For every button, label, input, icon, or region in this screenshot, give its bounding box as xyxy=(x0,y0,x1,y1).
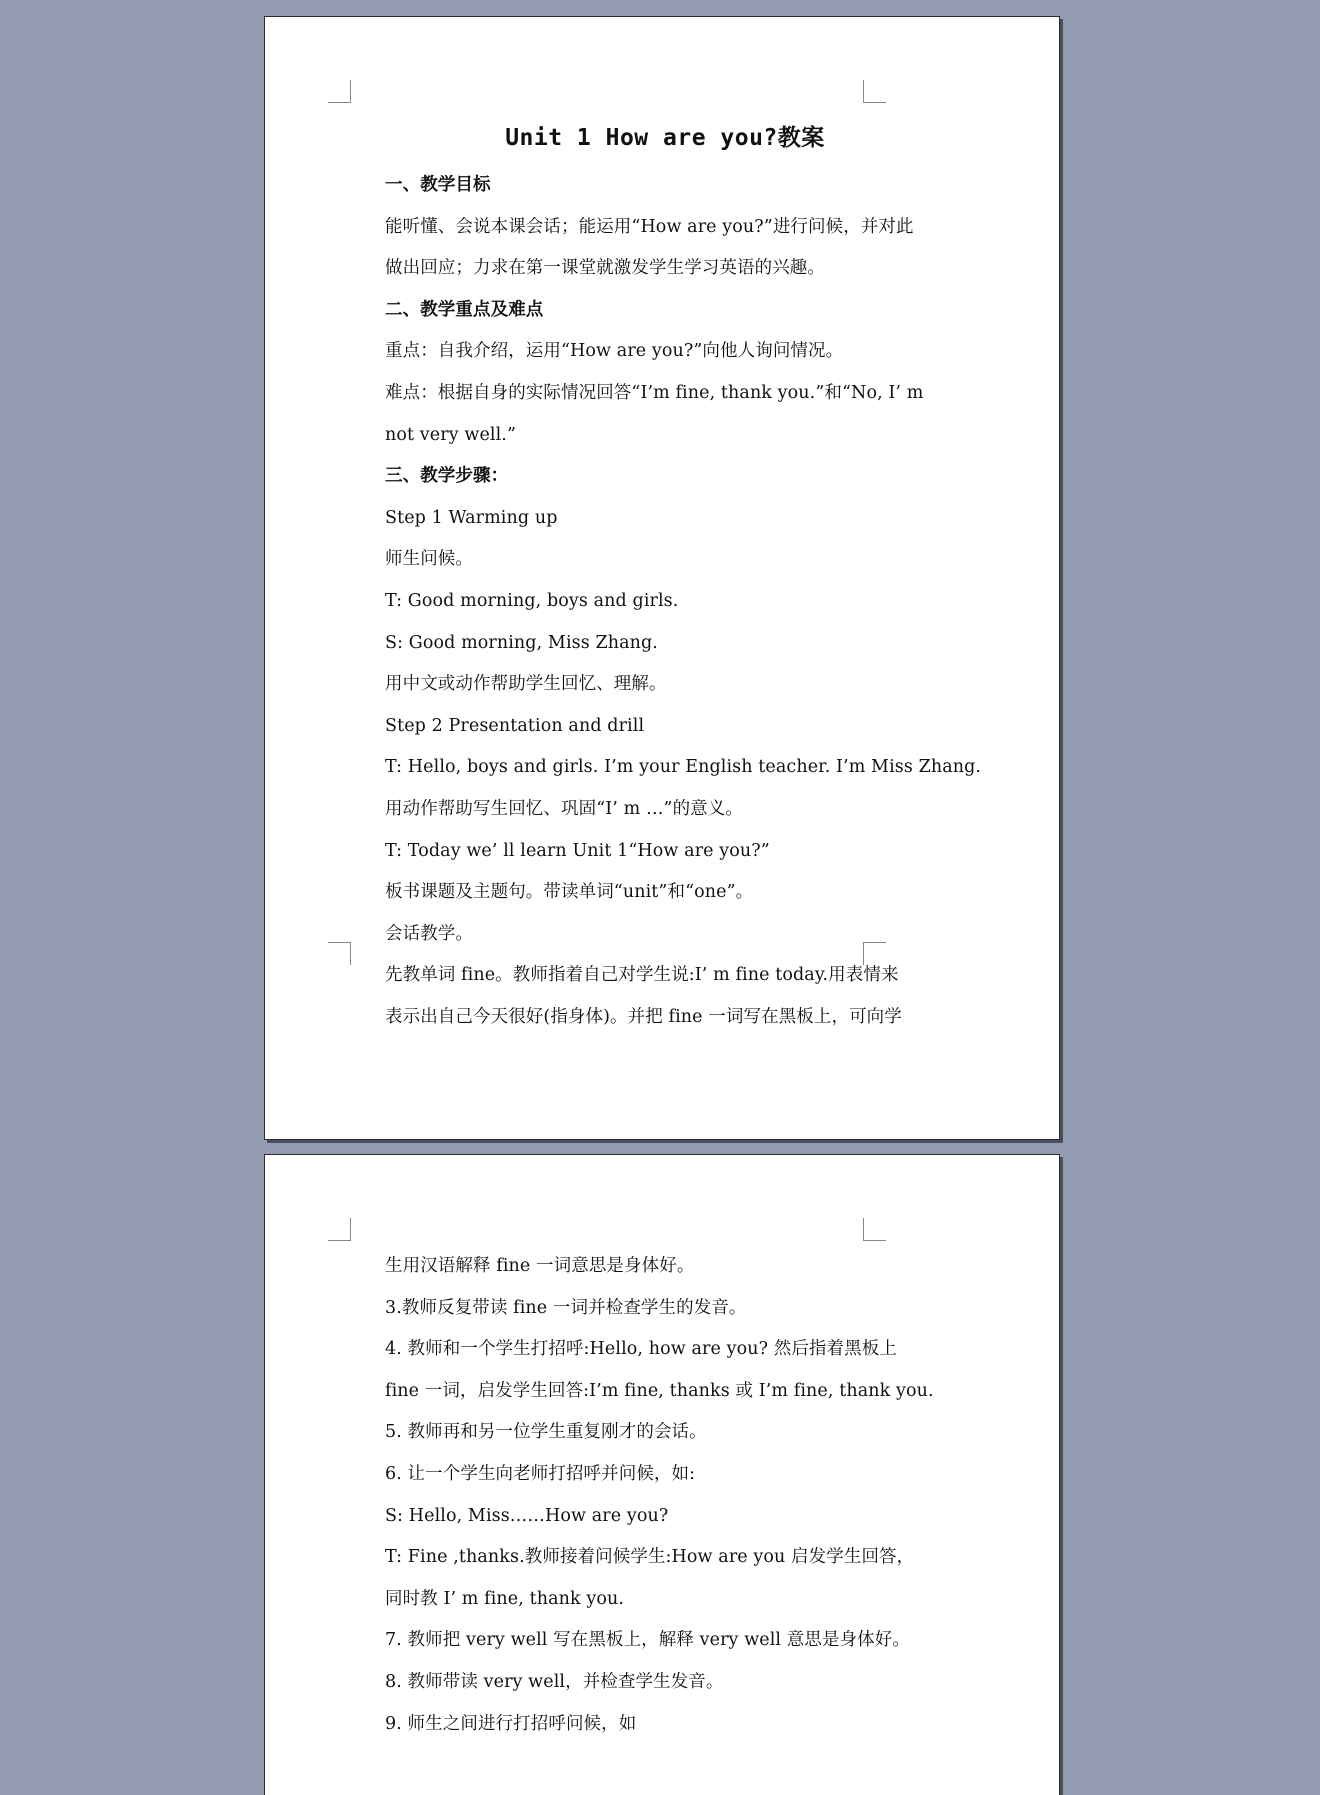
page-2-lines xyxy=(385,1246,945,1745)
paragraph-line: 先教单词 fine。教师指着自己对学生说:I’ m fine today.用表情来 xyxy=(385,965,899,986)
paragraph-line: 板书课题及主题句。带读单词“unit”和“one”。 xyxy=(385,882,754,903)
margin-corner-top-left xyxy=(328,80,351,103)
paragraph-line: 6. 让一个学生向老师打招呼并问候，如: xyxy=(385,1463,696,1484)
paragraph-line: 难点：根据自身的实际情况回答“I’m fine, thank you.”和“No, I’ m xyxy=(385,382,924,403)
paragraph-line: T: Fine ,thanks.教师接着问候学生:How are you 启发学生回答， xyxy=(385,1547,915,1568)
paragraph-line: S: Hello, Miss……How are you? xyxy=(385,1505,669,1526)
paragraph-line: T: Today we’ ll learn Unit 1“How are you?” xyxy=(385,840,770,861)
paragraph-line: 做出回应；力求在第一课堂就激发学生学习英语的兴趣。 xyxy=(385,258,825,279)
section-heading: 一、教学目标 xyxy=(385,175,491,195)
page-1-body xyxy=(385,113,982,1038)
paragraph-line: 师生问候。 xyxy=(385,549,473,570)
paragraph-line: 会话教学。 xyxy=(385,923,473,944)
margin-corner-bottom-left xyxy=(328,942,351,965)
document-page-2 xyxy=(264,1154,1060,1795)
page-2-body xyxy=(385,1246,945,1745)
section-heading: 二、教学重点及难点 xyxy=(385,299,544,320)
paragraph-line: 5. 教师再和另一位学生重复刚才的会话。 xyxy=(385,1422,707,1443)
paragraph-line: 表示出自己今天很好(指身体)。并把 fine 一词写在黑板上，可向学 xyxy=(385,1006,902,1027)
paragraph-line: T: Good morning, boys and girls. xyxy=(385,590,679,611)
paragraph-line: 用中文或动作帮助学生回忆、理解。 xyxy=(385,674,667,695)
paragraph-line: 7. 教师把 very well 写在黑板上，解释 very well 意思是身体好。 xyxy=(385,1630,910,1651)
paragraph-line: 8. 教师带读 very well，并检查学生发音。 xyxy=(385,1671,724,1692)
margin-corner-top-right xyxy=(863,1218,886,1241)
paragraph-line: 3.教师反复带读 fine 一词并检查学生的发音。 xyxy=(385,1297,747,1318)
paragraph-line: Step 1 Warming up xyxy=(385,507,558,528)
paragraph-line: 用动作帮助写生回忆、巩固“I’ m …”的意义。 xyxy=(385,798,743,819)
paragraph-line: not very well.” xyxy=(385,424,516,445)
paragraph-line: 生用汉语解释 fine 一词意思是身体好。 xyxy=(385,1256,695,1276)
document-title: Unit 1 How are you?教案 xyxy=(505,125,825,151)
paragraph-line: 4. 教师和一个学生打招呼:Hello, how are you? 然后指着黑板上 xyxy=(385,1339,897,1360)
page-1-lines xyxy=(385,165,982,1038)
margin-corner-top-right xyxy=(863,80,886,103)
paragraph-line: 9. 师生之间进行打招呼问候，如 xyxy=(385,1713,637,1734)
section-heading: 三、教学步骤： xyxy=(385,466,509,487)
document-page-1 xyxy=(264,16,1060,1140)
paragraph-line: 能听懂、会说本课会话；能运用“How are you?”进行问候，并对此 xyxy=(385,216,914,237)
paragraph-line: S: Good morning, Miss Zhang. xyxy=(385,632,658,653)
paragraph-line: T: Hello, boys and girls. I’m your English teacher. I’m Miss Zhang. xyxy=(385,757,982,778)
paragraph-line: fine 一词，启发学生回答:I’m fine, thanks 或 I’m fine, thank you. xyxy=(385,1380,934,1401)
margin-corner-top-left xyxy=(328,1218,351,1241)
paragraph-line: 同时教 I’ m fine, thank you. xyxy=(385,1588,625,1609)
paragraph-line: 重点：自我介绍，运用“How are you?”向他人询问情况。 xyxy=(385,341,844,362)
paragraph-line: Step 2 Presentation and drill xyxy=(385,715,645,736)
